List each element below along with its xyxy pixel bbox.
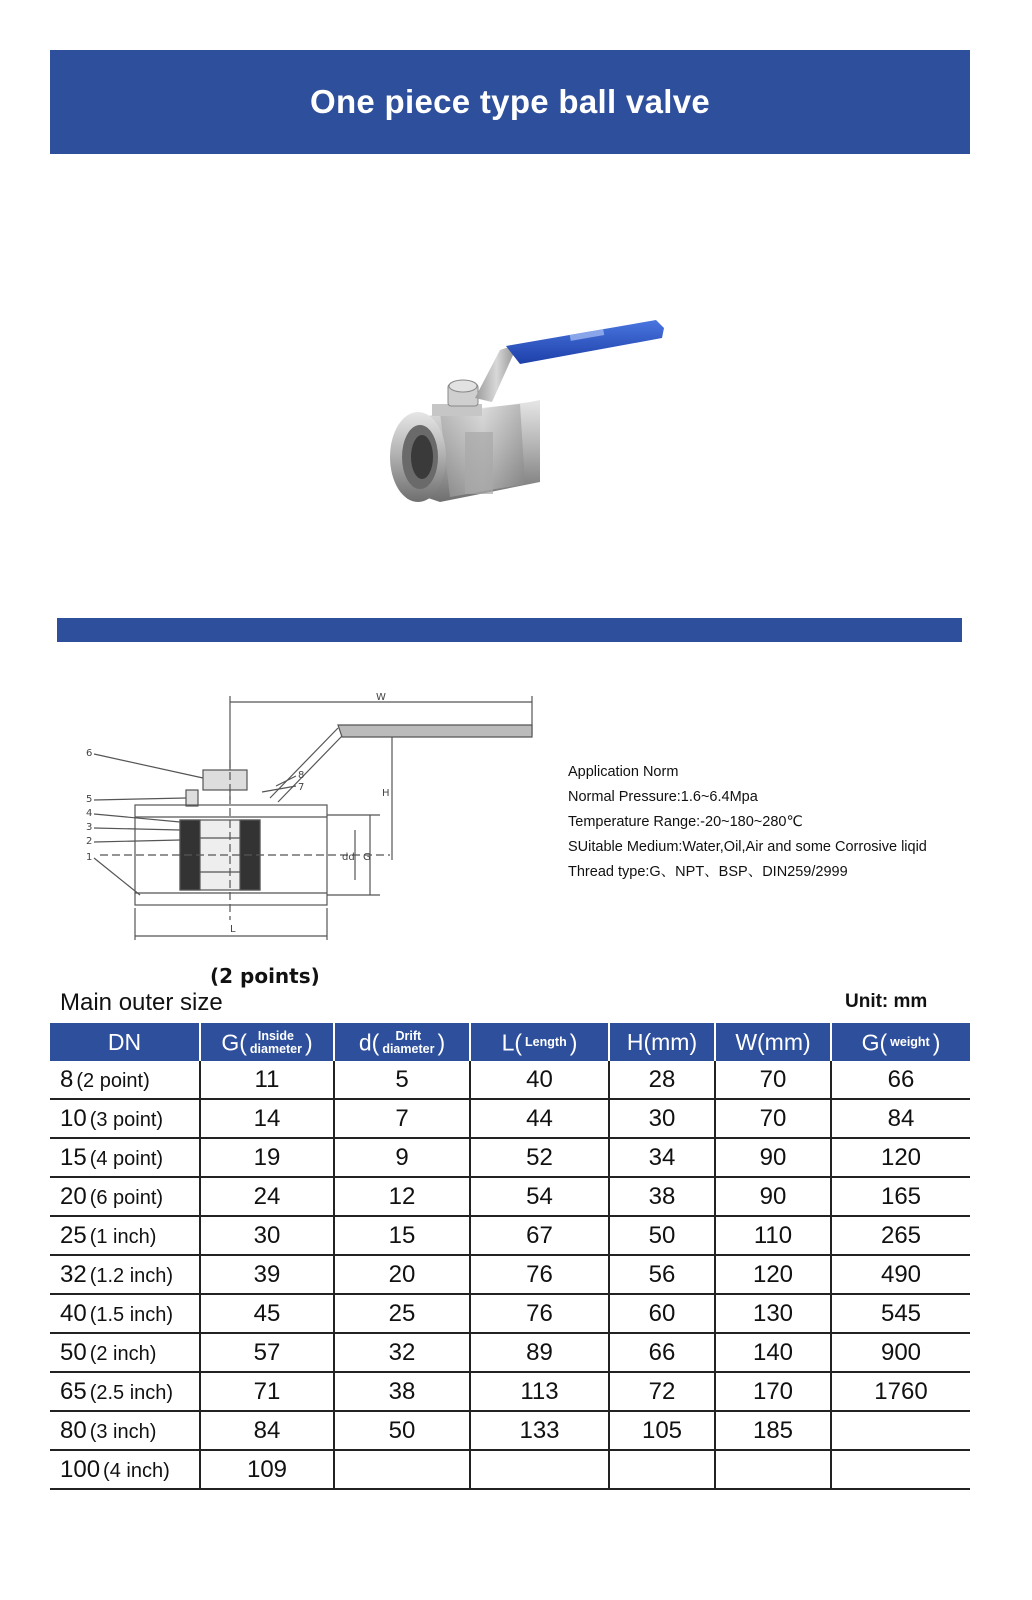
svg-text:4: 4 bbox=[86, 808, 93, 819]
cell-width: 90 bbox=[715, 1138, 831, 1177]
cell-dn: 20 (6 point) bbox=[50, 1177, 200, 1216]
cell-height: 34 bbox=[609, 1138, 715, 1177]
svg-text:1: 1 bbox=[86, 852, 93, 863]
cell-length: 76 bbox=[470, 1255, 609, 1294]
cell-inside-diameter: 57 bbox=[200, 1333, 334, 1372]
cell-drift-diameter: 12 bbox=[334, 1177, 470, 1216]
ball-valve-photo bbox=[380, 312, 680, 517]
header-banner bbox=[50, 50, 970, 154]
cell-height: 50 bbox=[609, 1216, 715, 1255]
spec-line: SUitable Medium:Water,Oil,Air and some Corrosive liqid bbox=[568, 839, 927, 855]
svg-text:W: W bbox=[376, 692, 386, 703]
cell-height: 105 bbox=[609, 1411, 715, 1450]
spec-list bbox=[568, 760, 927, 885]
spec-line: Normal Pressure:1.6~6.4Mpa bbox=[568, 789, 758, 805]
table-row bbox=[50, 1177, 970, 1216]
table-row bbox=[50, 1372, 970, 1411]
svg-text:5: 5 bbox=[86, 794, 93, 805]
cell-length bbox=[470, 1450, 609, 1489]
table-row bbox=[50, 1294, 970, 1333]
cell-weight: 490 bbox=[831, 1255, 970, 1294]
table-row bbox=[50, 1411, 970, 1450]
table-row bbox=[50, 1216, 970, 1255]
page-title: One piece type ball valve bbox=[309, 83, 711, 120]
cell-dn: 8 (2 point) bbox=[50, 1061, 200, 1099]
cell-height: 38 bbox=[609, 1177, 715, 1216]
cell-inside-diameter: 19 bbox=[200, 1138, 334, 1177]
col-header-width: W(mm) bbox=[715, 1023, 831, 1061]
section-divider bbox=[57, 618, 962, 642]
cell-inside-diameter: 109 bbox=[200, 1450, 334, 1489]
cell-length: 89 bbox=[470, 1333, 609, 1372]
cell-length: 113 bbox=[470, 1372, 609, 1411]
cell-height bbox=[609, 1450, 715, 1489]
cell-width: 110 bbox=[715, 1216, 831, 1255]
cell-length: 52 bbox=[470, 1138, 609, 1177]
cell-inside-diameter: 11 bbox=[200, 1061, 334, 1099]
cell-weight: 84 bbox=[831, 1099, 970, 1138]
cell-length: 40 bbox=[470, 1061, 609, 1099]
col-header-weight: G( weight ) bbox=[831, 1023, 970, 1061]
table-row bbox=[50, 1255, 970, 1294]
drawing-caption: (2 points) bbox=[210, 964, 320, 988]
table-row bbox=[50, 1099, 970, 1138]
cell-inside-diameter: 71 bbox=[200, 1372, 334, 1411]
table-row bbox=[50, 1061, 970, 1099]
cell-height: 56 bbox=[609, 1255, 715, 1294]
cell-drift-diameter: 38 bbox=[334, 1372, 470, 1411]
cell-length: 133 bbox=[470, 1411, 609, 1450]
cell-width: 130 bbox=[715, 1294, 831, 1333]
cell-weight bbox=[831, 1450, 970, 1489]
cell-weight: 1760 bbox=[831, 1372, 970, 1411]
cell-width: 70 bbox=[715, 1099, 831, 1138]
cell-weight bbox=[831, 1411, 970, 1450]
cell-inside-diameter: 39 bbox=[200, 1255, 334, 1294]
cell-drift-diameter: 9 bbox=[334, 1138, 470, 1177]
spec-line: Thread type:G、NPT、BSP、DIN259/2999 bbox=[568, 864, 848, 880]
cell-inside-diameter: 45 bbox=[200, 1294, 334, 1333]
cell-drift-diameter: 7 bbox=[334, 1099, 470, 1138]
cell-drift-diameter: 20 bbox=[334, 1255, 470, 1294]
cell-width bbox=[715, 1450, 831, 1489]
cell-inside-diameter: 30 bbox=[200, 1216, 334, 1255]
cell-dn: 32 (1.2 inch) bbox=[50, 1255, 200, 1294]
svg-text:8: 8 bbox=[298, 770, 305, 781]
cell-drift-diameter: 25 bbox=[334, 1294, 470, 1333]
cell-inside-diameter: 14 bbox=[200, 1099, 334, 1138]
svg-text:dd: dd bbox=[342, 852, 355, 863]
table-row bbox=[50, 1333, 970, 1372]
cell-width: 170 bbox=[715, 1372, 831, 1411]
cell-dn: 50 (2 inch) bbox=[50, 1333, 200, 1372]
cell-weight: 165 bbox=[831, 1177, 970, 1216]
cell-width: 90 bbox=[715, 1177, 831, 1216]
svg-text:G: G bbox=[363, 852, 371, 863]
table-header-row bbox=[50, 1023, 970, 1061]
cell-dn: 100 (4 inch) bbox=[50, 1450, 200, 1489]
cell-length: 67 bbox=[470, 1216, 609, 1255]
cell-drift-diameter: 50 bbox=[334, 1411, 470, 1450]
cell-drift-diameter: 15 bbox=[334, 1216, 470, 1255]
cell-width: 185 bbox=[715, 1411, 831, 1450]
size-table bbox=[50, 1023, 970, 1490]
cell-weight: 545 bbox=[831, 1294, 970, 1333]
cell-width: 120 bbox=[715, 1255, 831, 1294]
cell-dn: 15 (4 point) bbox=[50, 1138, 200, 1177]
cell-weight: 66 bbox=[831, 1061, 970, 1099]
table-body bbox=[50, 1061, 970, 1489]
col-header-inside-diameter: G( Inside diameter ) bbox=[200, 1023, 334, 1061]
cell-drift-diameter: 5 bbox=[334, 1061, 470, 1099]
cell-inside-diameter: 84 bbox=[200, 1411, 334, 1450]
svg-text:L: L bbox=[230, 924, 236, 935]
cell-dn: 40 (1.5 inch) bbox=[50, 1294, 200, 1333]
unit-label: Unit: mm bbox=[845, 991, 928, 1012]
cell-height: 66 bbox=[609, 1333, 715, 1372]
cell-weight: 120 bbox=[831, 1138, 970, 1177]
cell-length: 76 bbox=[470, 1294, 609, 1333]
cell-length: 54 bbox=[470, 1177, 609, 1216]
technical-drawing bbox=[80, 690, 550, 960]
col-header-dn: DN bbox=[50, 1023, 200, 1061]
cell-dn: 10 (3 point) bbox=[50, 1099, 200, 1138]
cell-length: 44 bbox=[470, 1099, 609, 1138]
cell-drift-diameter: 32 bbox=[334, 1333, 470, 1372]
col-header-height: H(mm) bbox=[609, 1023, 715, 1061]
svg-text:3: 3 bbox=[86, 822, 93, 833]
cell-dn: 80 (3 inch) bbox=[50, 1411, 200, 1450]
svg-text:7: 7 bbox=[298, 782, 305, 793]
cell-height: 72 bbox=[609, 1372, 715, 1411]
spec-line: Temperature Range:-20~180~280℃ bbox=[568, 814, 803, 830]
svg-text:H: H bbox=[382, 788, 390, 799]
cell-dn: 65 (2.5 inch) bbox=[50, 1372, 200, 1411]
svg-text:2: 2 bbox=[86, 836, 93, 847]
cell-drift-diameter bbox=[334, 1450, 470, 1489]
cell-inside-diameter: 24 bbox=[200, 1177, 334, 1216]
cell-weight: 900 bbox=[831, 1333, 970, 1372]
spec-line: Application Norm bbox=[568, 764, 679, 780]
cell-height: 60 bbox=[609, 1294, 715, 1333]
cell-dn: 25 (1 inch) bbox=[50, 1216, 200, 1255]
cell-height: 30 bbox=[609, 1099, 715, 1138]
cell-weight: 265 bbox=[831, 1216, 970, 1255]
table-title: Main outer size bbox=[60, 989, 223, 1016]
col-header-length: L( Length ) bbox=[470, 1023, 609, 1061]
cell-width: 140 bbox=[715, 1333, 831, 1372]
svg-text:6: 6 bbox=[86, 748, 93, 759]
table-row bbox=[50, 1450, 970, 1489]
cell-width: 70 bbox=[715, 1061, 831, 1099]
col-header-drift-diameter: d( Drift diameter ) bbox=[334, 1023, 470, 1061]
table-row bbox=[50, 1138, 970, 1177]
cell-height: 28 bbox=[609, 1061, 715, 1099]
